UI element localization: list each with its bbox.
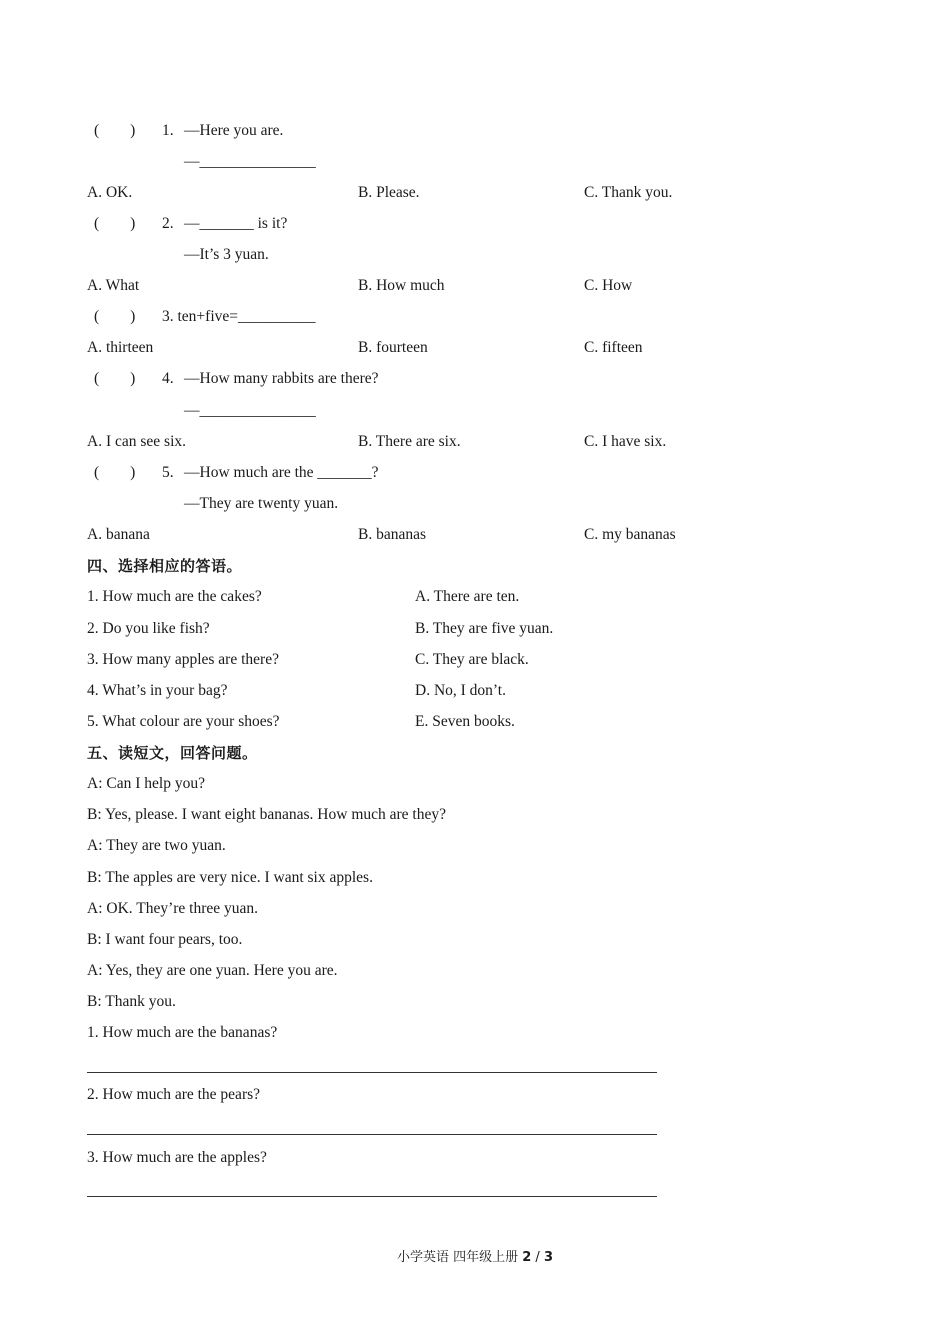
match-answer: A. There are ten. xyxy=(415,588,520,605)
question-number: 2. xyxy=(162,215,174,232)
option-c: C. Thank you. xyxy=(584,184,673,201)
match-answer: E. Seven books. xyxy=(415,713,515,730)
question-stem: —They are twenty yuan. xyxy=(184,495,339,512)
section-heading: 四、选择相应的答语。 xyxy=(87,557,243,575)
question-stem: —How much are the _______? xyxy=(184,464,379,481)
dialogue-line: A: OK. They’re three yuan. xyxy=(87,900,259,917)
reading-question: 1. How much are the bananas? xyxy=(87,1024,278,1041)
option-a: A. banana xyxy=(87,526,150,543)
match-question: 3. How many apples are there? xyxy=(87,651,279,668)
answer-line[interactable] xyxy=(87,1134,657,1135)
match-question: 2. Do you like fish? xyxy=(87,620,210,637)
section-heading: 五、读短文，回答问题。 xyxy=(87,744,258,762)
option-b: B. bananas xyxy=(358,526,427,543)
dialogue-line: A: They are two yuan. xyxy=(87,837,226,854)
page-footer xyxy=(0,1246,950,1265)
answer-paren[interactable]: ( ) xyxy=(94,308,136,325)
question-number: 1. xyxy=(162,122,174,139)
dialogue-line: A: Yes, they are one yuan. Here you are. xyxy=(87,962,338,979)
option-c: C. fifteen xyxy=(584,339,643,356)
answer-paren[interactable]: ( ) xyxy=(94,464,136,481)
question-stem: —_______________ xyxy=(184,153,316,170)
match-question: 5. What colour are your shoes? xyxy=(87,713,280,730)
reading-question: 2. How much are the pears? xyxy=(87,1086,261,1103)
match-answer: B. They are five yuan. xyxy=(415,620,554,637)
match-answer: C. They are black. xyxy=(415,651,529,668)
option-a: A. I can see six. xyxy=(87,433,186,450)
answer-line[interactable] xyxy=(87,1196,657,1197)
option-c: C. my bananas xyxy=(584,526,676,543)
answer-paren[interactable]: ( ) xyxy=(94,215,136,232)
page-number: 2 xyxy=(522,1250,532,1265)
question-stem: —_______ is it? xyxy=(184,215,288,232)
page-separator: / xyxy=(531,1250,544,1265)
footer-text: 小学英语 四年级上册 xyxy=(396,1250,523,1265)
answer-line[interactable] xyxy=(87,1072,657,1073)
match-question: 1. How much are the cakes? xyxy=(87,588,262,605)
question-stem: —It’s 3 yuan. xyxy=(184,246,269,263)
option-a: A. OK. xyxy=(87,184,133,201)
question-stem: 3. ten+five=__________ xyxy=(162,308,316,325)
question-stem: —Here you are. xyxy=(184,122,284,139)
question-stem: —How many rabbits are there? xyxy=(184,370,379,387)
option-c: C. I have six. xyxy=(584,433,667,450)
dialogue-line: B: Thank you. xyxy=(87,993,176,1010)
option-b: B. There are six. xyxy=(358,433,461,450)
question-number: 4. xyxy=(162,370,174,387)
answer-paren[interactable]: ( ) xyxy=(94,370,136,387)
match-question: 4. What’s in your bag? xyxy=(87,682,228,699)
reading-question: 3. How much are the apples? xyxy=(87,1149,267,1166)
match-answer: D. No, I don’t. xyxy=(415,682,506,699)
question-stem: —_______________ xyxy=(184,402,316,419)
option-a: A. What xyxy=(87,277,140,294)
option-b: B. fourteen xyxy=(358,339,428,356)
dialogue-line: A: Can I help you? xyxy=(87,775,205,792)
dialogue-line: B: The apples are very nice. I want six apples. xyxy=(87,869,373,886)
option-a: A. thirteen xyxy=(87,339,154,356)
option-b: B. Please. xyxy=(358,184,420,201)
answer-paren[interactable]: ( ) xyxy=(94,122,136,139)
option-c: C. How xyxy=(584,277,633,294)
dialogue-line: B: I want four pears, too. xyxy=(87,931,243,948)
page-total: 3 xyxy=(543,1250,553,1265)
option-b: B. How much xyxy=(358,277,445,294)
question-number: 5. xyxy=(162,464,174,481)
dialogue-line: B: Yes, please. I want eight bananas. How much are they? xyxy=(87,806,446,823)
